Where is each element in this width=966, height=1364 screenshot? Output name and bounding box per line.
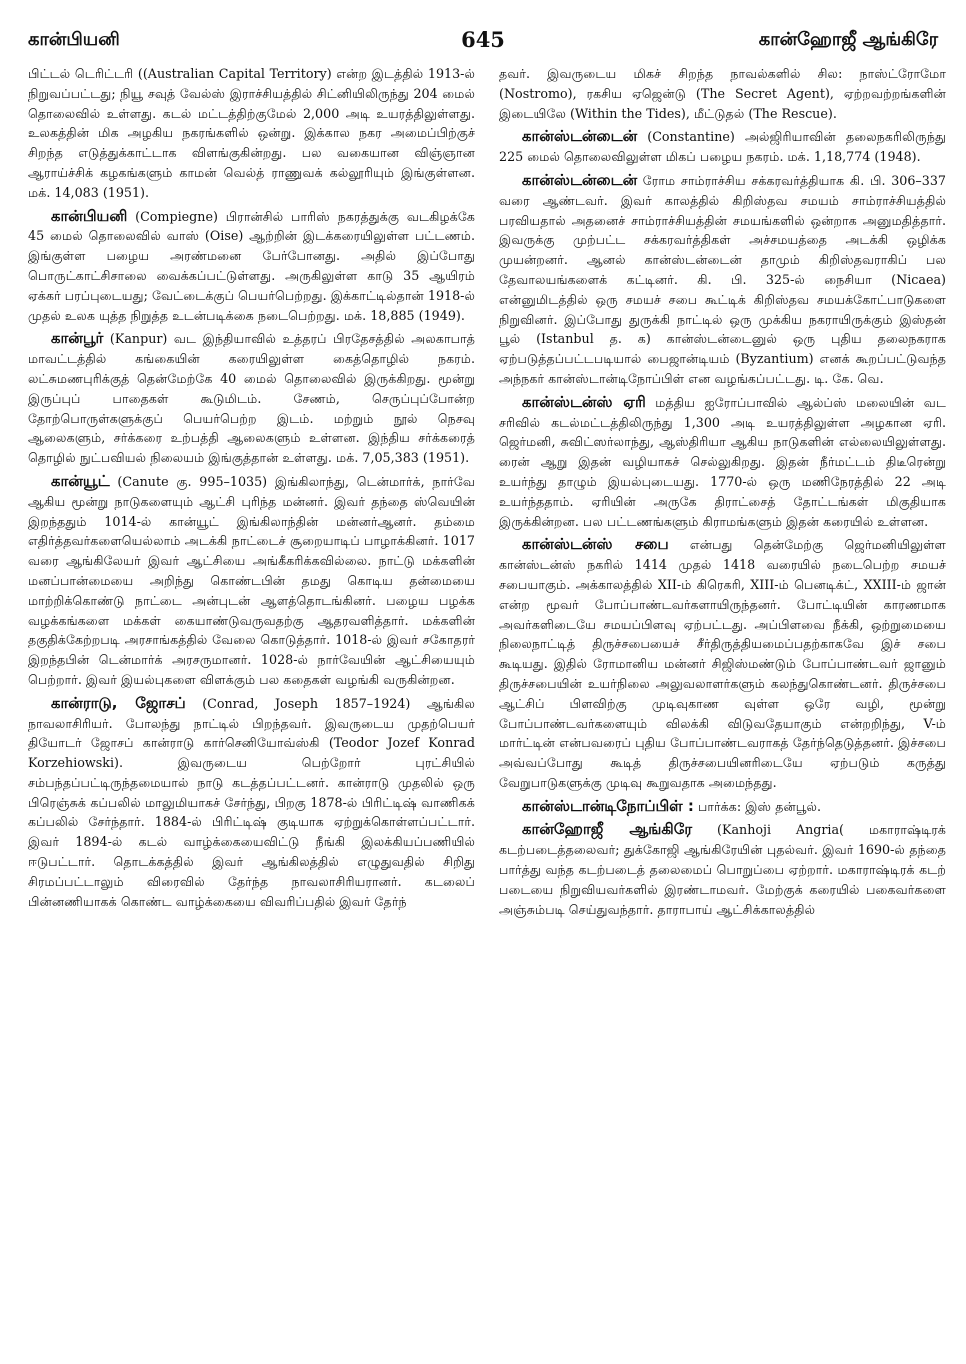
text-columns [28,64,946,1356]
entry-continuation [28,64,475,203]
entry-text: (Compiegne) பிரான்சில் பாரிஸ் நகரத்துக்கு வடகிழக்கே 45 மைல் தொலைவில் வாஸ் (Oise) ஆற்றின் இடக்கரையிலுள்ள பட்டணம். இங்குள்ள பழைய அரண்மனை பேர்போனது. அதில் இப்போது பொருட்காட்சிசாலை வைக்கப்பட்டுள்ளது. அருகிலுள்ள காடு 35 ஆயிரம் ஏக்கர் பரப்புடையது; வேட்டைக்குப் பெயர்பெற்றது. இக்காட்டில்தான் 1918-ல் முதல் உலக யுத்த நிறுத்த உடன்படிக்கை நடைபெற்றது. மக். 18,885 (1949). [28,208,475,323]
right-column [499,64,946,1356]
entry [499,393,946,532]
entry-headword: கான்ஹோஜீ ஆங்கிரே [521,820,693,839]
entry-text: (Constantine) அல்ஜிரியாவின் தலைநகரிலிருந்து 225 மைல் தொலைவிலுள்ள மிகப் பழைய நகரம். மக். 1,18,774 (1948). [499,129,946,165]
page-number: 645 [461,27,505,52]
entry-text: தவர். இவருடைய மிகச் சிறந்த நாவல்களில் சில: நாஸ்ட்ரோமோ (Nostromo), ரகசிய ஏஜென்டு (The Secret Agent), ஏற்றவற்றங்களின் இடையிலே (Within the Tides), மீட்டுதல் (The Rescue). [499,66,946,121]
entry-headword: கான்பியனி [50,206,128,225]
entry-text: (Kanhoji Angria( மகாராஷ்டிரக் கடற்படைத்தலைவர்; துக்கோஜி ஆங்கிரேயின் புதல்வர். இவர் 1690-ல் தந்தை பார்த்து வந்த கடற்படைத் தலைமைப் பொறுப்பை ஏற்றார். மகாராஷ்டிரக் கடற் படையை நிறுவியவர்களில் இரண்டாமவர். மேற்குக் கரையில் பகைவர்களை அஞ்சும்படி செய்துவந்தார். தாராபாய் ஆட்சிக்காலத்தில் [499,822,946,917]
entry-headword: கான்ஸ்டன்ஸ் ஏரி [521,392,646,411]
entry-text: (Conrad, Joseph 1857–1924) ஆங்கில நாவலாசிரியர். போலந்து நாட்டில் பிறந்தவர். இவருடைய முதற்பெயர் தியோடர் ஜோசப் கான்ராடு கார்செனியோவ்ஸ்கி (Teodor Jozef Konrad Korzehiowski). இவருடைய பெற்றோர் புரட்சியில் சம்பந்தப்பட்டிருந்தமையால் நாடு கடத்தப்பட்டனர். கான்ராடு முதலில் ஒரு பிரெஞ்சுக் கப்பலில் மாலுமியாகச் சேர்ந்து, பிறகு 1878-ல் பிரிட்டிஷ் வாணிகக் கப்பலில் சேர்ந்தார். 1884-ல் பிரிட்டிஷ் குடியாக ஏற்றுக்கொள்ளப்பட்டார். இவர் 1894-ல் கடல் வாழ்க்கையைவிட்டு நீங்கி இலக்கியப்பணியில் ஈடுபட்டார். தொடக்கத்தில் இவர் ஆங்கிலத்தில் எழுதுவதில் சிறிது சிரமப்பட்டாலும் விரைவில் தேர்ந்த நாவலாசிரியரானர். கடலைப் பின்னணியாகக் கொண்ட வாழ்க்கையை விவரிப்பதில் இவர் தேர்ந் [28,695,475,909]
entry [499,820,946,919]
entry-headword: கான்ஸ்டன்டைன் [521,127,638,146]
header-left-guide-word: கான்பியனி [28,29,120,50]
entry-text: (Canute கு. 995–1035) இங்கிலாந்து, டென்மார்க், நார்வே ஆகிய மூன்று நாடுகளையும் ஆட்சி புரிந்த மன்னர். இவர் தந்தை ஸ்வெயின் இறந்ததும் 1014-ல் கான்யூட் இங்கிலாந்தின் மன்னர்ஆனர். தம்மை எதிர்த்தவர்களையெல்லாம் அடக்கி நாட்டைச் சூறையாடிப் பாழாக்கினர். 1017 வரை ஆங்கிலேயர் இவர் ஆட்சியை அங்கீகரிக்கவில்லை. நாட்டு மக்களின் மனப்பான்மையை அறிந்து கொண்டபின் தமது கொடிய தன்மையை மாற்றிக்கொண்டு நாட்டை அன்புடன் ஆளத்தொடங்கினர். பழைய பழக்க வழக்கங்களை மக்கள் கையாண்டுவருவதற்கு ஆதரவளித்தார். மக்களின் தகுதிக்கேற்றபடி அரசாங்கத்தில் வேலை கொடுத்தார். 1018-ல் இவர் சகோதரர் இறந்தபின் டென்மார்க் அரசருமானர். 1028-ல் நார்வேயின் ஆட்சியையும் பெற்றார். இவர் இயல்புகளை விளக்கும் பல கதைகள் வழங்கி வருகின்றன. [28,473,475,687]
entry-text: என்பது தென்மேற்கு ஜெர்மனியிலுள்ள கான்ஸ்டன்ஸ் நகரில் 1414 முதல் 1418 வரையில் நடைபெற்ற சமயச் சபையாகும். அக்காலத்தில் XII-ம் கிரெகரி, XIII-ம் பெனடிக்ட், XXIII-ம் ஜான் என்ற மூவர் போப்பாண்டவர்களாயிருந்தனர். போட்டியின் காரணமாக அவர்களிடையே சமயப்பிளவு ஏற்பட்டது. அப்பிளவை நீக்கி, ஒற்றுமையை நிலைநாட்டித் திருச்சபையைச் சீர்திருத்தியமைப்பதற்காகவே இச் சபை கூடியது. இதில் ரோமானிய மன்னர் சிஜிஸ்மண்டும் போப்பாண்டவர் ஜானும் திருச்சபையின் உயர்நிலை அலுவலாளர்களும் கலந்துகொண்டனர். திருச்சபை ஆட்சிப் பிளவிற்கு முடிவுகாண வுள்ள ஒரே வழி, மூன்று போப்பாண்டவர்களையும் விலக்கி விடுவதேயாகும் என்றறிந்து, V-ம் மார்ட்டின் என்பவரைப் புதிய போப்பாண்டவராகத் தேர்ந்தெடுத்தனர். இச்சபை அவ்வப்போது கூடித் திருச்சபையினரிடையே ஏற்படும் கருத்து வேறுபாடுகளுக்கு முடிவு கூறுவதாக அமைந்தது. [499,537,946,790]
entry [28,207,475,326]
entry [499,797,946,817]
entry [28,329,475,468]
entry-text: மத்திய ஐரோப்பாவில் ஆல்ப்ஸ் மலையின் வட சரிவில் கடல்மட்டத்திலிருந்து 1,300 அடி உயரத்திலுள்ள அழகான ஏரி. ஜெர்மனி, சுவிட்ஸர்லாந்து, ஆஸ்திரியா ஆகிய நாடுகளின் எல்லையிலுள்ளது. ரைன் ஆறு இதன் வழியாகச் செல்லுகிறது. இதன் நீர்மட்டம் திடீரென்று உயர்ந்து தாழும் இயல்புடையது. 1770-ல் ஒரு மணிநேரத்தில் 22 அடி உயர்ந்ததாம். ஏரியின் அருகே திராட்சைத் தோட்டங்கள் மிகுதியாக இருக்கின்றன. பல பட்டணங்களும் கிராமங்களும் இதன் கரையில் உள்ளன. [499,394,946,529]
entry [499,171,946,389]
left-column [28,64,475,1356]
entry-text: பார்க்க: இஸ் தன்பூல். [697,798,822,814]
entry-headword: கான்பூர் [50,329,104,348]
entry-text: (Kanpur) வட இந்தியாவில் உத்தரப் பிரதேசத்தில் அலகாபாத் மாவட்டத்தில் கங்கையின் கரையிலுள்ள கைத்தொழில் நகரம். லட்சுமணபுரிக்குத் தென்மேற்கே 40 மைல் தொலைவில் இருக்கிறது. மூன்று இருப்புப் பாதைகள் கூடுமிடம். சேணம், செருப்புப்போன்ற தோற்பொருள்களுக்குப் பெயர்பெற்ற இடம். மற்றும் நூல் நெசவு ஆலைகளும், சர்க்கரை உற்பத்தி ஆலைகளும் உள்ளன. இந்திய சர்க்கரைத் தொழில் நுட்பவியல் நிலையம் இங்குத்தான் உள்ளது. மக். 7,05,383 (1951). [28,331,475,466]
entry-headword: கான்ஸ்டான்டிநோப்பிள் : [521,796,694,815]
entry [28,472,475,690]
entry-text: ரோம சாம்ராச்சிய சக்கரவர்த்தியாக கி. பி. 306–337 வரை ஆண்டவர். இவர் காலத்தில் கிறிஸ்தவ சமயம் சாம்ராச்சியத்தில் பரவியதால் அதனைச் சாம்ராச்சியத்தின் சமயங்களில் ஒன்றாக அனுமதித்தார். இவருக்கு முற்பட்ட சக்கரவர்த்திகள் அச்சமயத்தை அடக்கி ஒழிக்க முயன்றனர். ஆனல் கான்ஸ்டன்டைன் தாமும் கிறிஸ்தவராகிப் பல தேவாலயங்களைக் கட்டினர். கி. பி. 325-ல் நைசியா (Nicaea) என்னுமிடத்தில் ஒரு சமயச் சபை கூட்டிக் கிறிஸ்தவ சமயக்கோட்பாடுகளை நிறுவினர். இப்போது துருக்கி நாட்டில் ஒரு முக்கிய நகராயிருக்கும் இஸ்தன் பூல் (Istanbul த. க) கான்ஸ்டன்டைனுல் ஒரு புதிய தலைநகராக ஏற்படுத்தப்பட்டபடியால் பைஜான்டியம் (Byzantium) எனக் கூறப்பட்டுவந்த அந்நகர் கான்ஸ்டான்டிநோப்பிள் என வழங்கப்பட்டது. டி. கே. வெ. [499,172,946,386]
entry-headword: கான்ராடு, ஜோசப் [50,693,186,712]
entry [499,535,946,792]
entry-text: பிட்டல் டெரிட்டரி ((Australian Capital Territory) என்ற இடத்தில் 1913-ல் நிறுவப்பட்டது; நியூ சவுத் வேல்ஸ் இராச்சியத்தில் சிட்னியிலிருந்து 204 மைல் தொலைவில் உள்ளது. கடல் மட்டத்திற்குமேல் 2,000 அடி உயரத்திலுள்ளது. உலகத்தின் மிக அழகிய நகரங்களில் ஒன்று. இக்கால நகர அமைப்பிற்குச் சிறந்த எடுத்துக்காட்டாக விளங்குகின்றது. பல வகையான விஞ்ஞான ஆராய்ச்சிக் கழகங்களும் காமன் வெல்த் ராணுவக் கல்லூரியும் இங்குள்ளன. மக். 14,083 (1951). [28,66,475,200]
page-header [28,18,938,52]
entry [28,694,475,912]
entry [499,127,946,167]
entry-headword: கான்யூட் [50,471,110,490]
entry-headword: கான்ஸ்டன்டைன் [521,170,638,189]
entry-headword: கான்ஸ்டன்ஸ் சபை [521,535,669,554]
entry-continuation [499,64,946,123]
header-right-guide-word: கான்ஹோஜீ ஆங்கிரே [758,29,938,50]
